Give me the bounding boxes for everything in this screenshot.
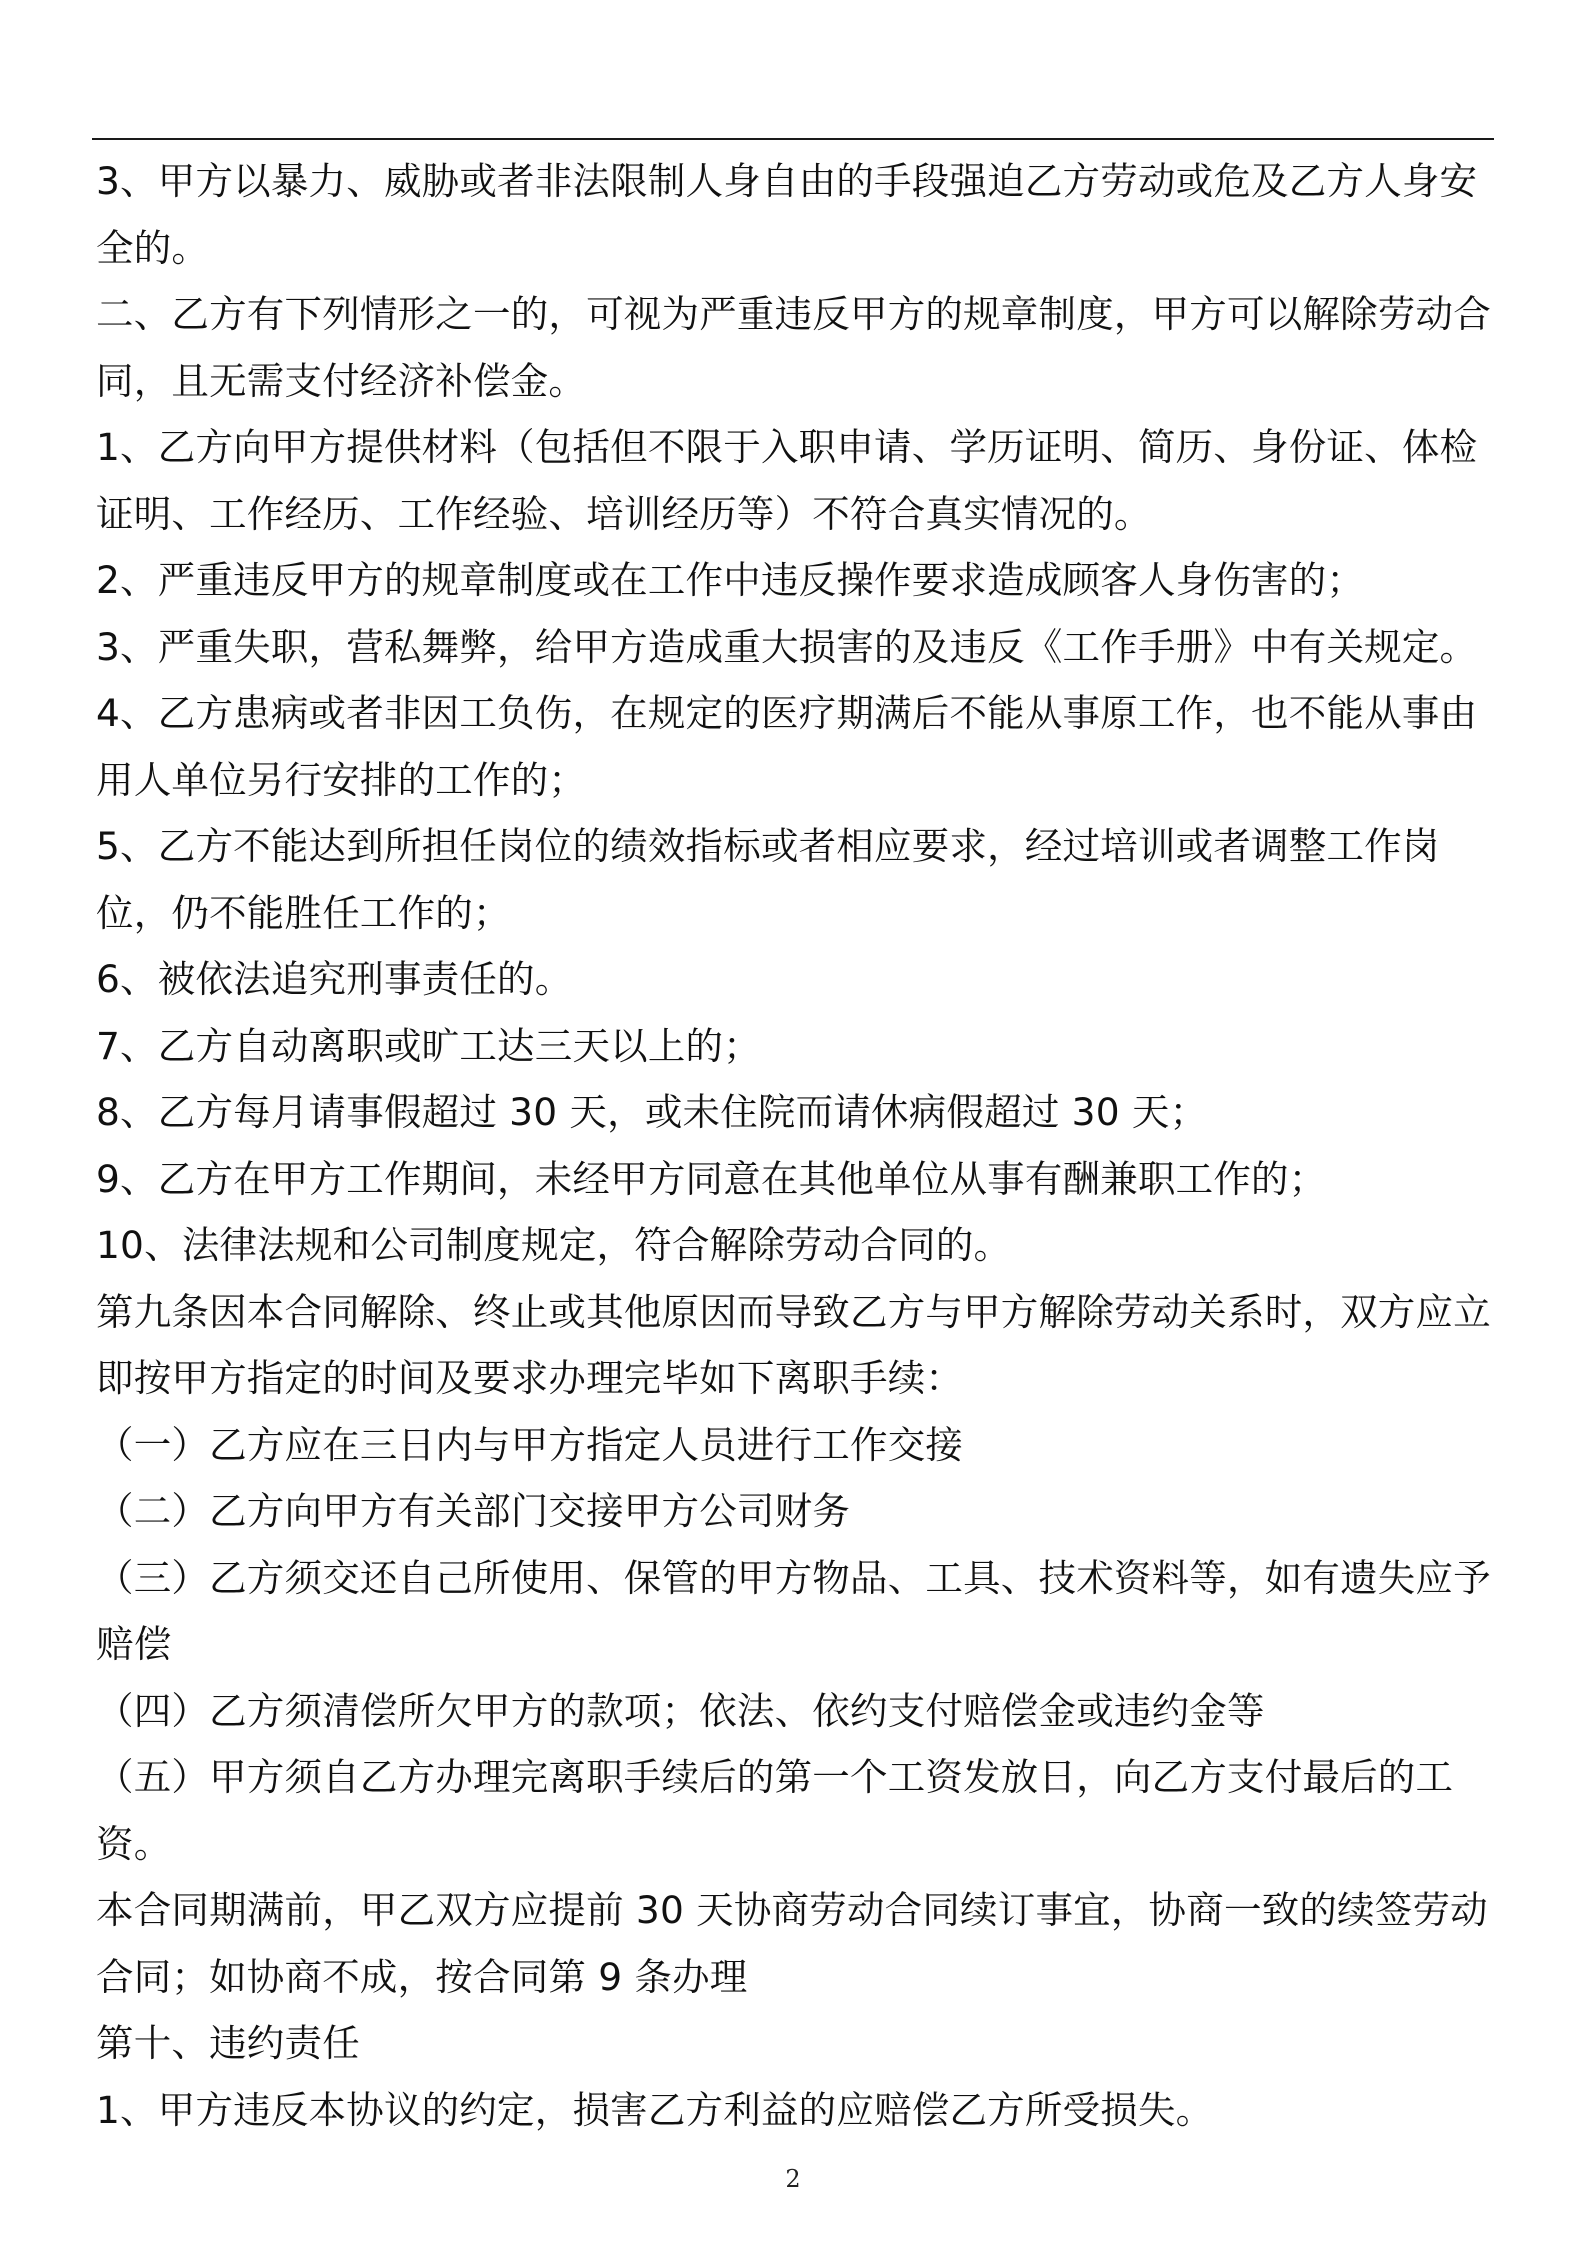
paragraph-item-2-serious-violation: 2、严重违反甲方的规章制度或在工作中违反操作要求造成顾客人身伤害的； xyxy=(96,558,1365,602)
paragraph-item-4-illness: 4、乙方患病或者非因工负伤，在规定的医疗期满后不能从事原工作，也不能从事由用人单位另行安排的工作的； xyxy=(96,691,1478,802)
paragraph-step-5-final-wage: （五）甲方须自乙方办理完离职手续后的第一个工资发放日，向乙方支付最后的工资。 xyxy=(96,1755,1454,1866)
paragraph-item-1-false-materials: 1、乙方向甲方提供材料（包括但不限于入职申请、学历证明、简历、身份证、体检证明、工作经历、工作经验、培训经历等）不符合真实情况的。 xyxy=(96,425,1478,536)
paragraph-article-10-heading: 第十、违约责任 xyxy=(96,2021,360,2065)
paragraph-item-10-laws: 10、法律法规和公司制度规定，符合解除劳动合同的。 xyxy=(96,1223,1012,1267)
paragraph-item-8-leave: 8、乙方每月请事假超过 30 天，或未住院而请休病假超过 30 天； xyxy=(96,1090,1208,1134)
paragraph-item-5-incompetence: 5、乙方不能达到所担任岗位的绩效指标或者相应要求，经过培训或者调整工作岗位，仍不能胜任工作的； xyxy=(96,824,1440,935)
paragraph-step-2-finance: （二）乙方向甲方有关部门交接甲方公司财务 xyxy=(96,1489,850,1533)
paragraph-item-6-criminal: 6、被依法追究刑事责任的。 xyxy=(96,957,573,1001)
paragraph-item-7-absence: 7、乙方自动离职或旷工达三天以上的； xyxy=(96,1023,761,1068)
paragraph-article-10-item-1: 1、甲方违反本协议的约定，损害乙方利益的应赔偿乙方所受损失。 xyxy=(96,2087,1214,2132)
paragraph-renewal: 本合同期满前，甲乙双方应提前 30 天协商劳动合同续订事宜，协商一致的续签劳动合同；如协商不成，按合同第 9 条办理 xyxy=(96,1888,1488,1999)
paragraph-step-3-return-items: （三）乙方须交还自己所使用、保管的甲方物品、工具、技术资料等，如有遗失应予赔偿 xyxy=(96,1555,1491,1666)
page-number: 2 xyxy=(785,2165,801,2193)
paragraph-step-1-handover: （一）乙方应在三日内与甲方指定人员进行工作交接 xyxy=(96,1422,964,1467)
paragraph-item-3-dereliction: 3、严重失职，营私舞弊，给甲方造成重大损害的及违反《工作手册》中有关规定。 xyxy=(96,624,1478,669)
header-rule xyxy=(92,138,1494,140)
paragraph-step-4-repay: （四）乙方须清偿所欠甲方的款项；依法、依约支付赔偿金或违约金等 xyxy=(96,1688,1265,1733)
paragraph-clause-3-violence: 3、甲方以暴力、威胁或者非法限制人身自由的手段强迫乙方劳动或危及乙方人身安全的。 xyxy=(96,159,1478,270)
document-body xyxy=(96,148,1506,2143)
paragraph-article-9: 第九条因本合同解除、终止或其他原因而导致乙方与甲方解除劳动关系时，双方应立即按甲方指定的时间及要求办理完毕如下离职手续： xyxy=(96,1289,1491,1400)
paragraph-item-9-side-job: 9、乙方在甲方工作期间，未经甲方同意在其他单位从事有酬兼职工作的； xyxy=(96,1156,1327,1201)
paragraph-section-2-heading: 二、乙方有下列情形之一的，可视为严重违反甲方的规章制度，甲方可以解除劳动合同，且无需支付经济补偿金。 xyxy=(96,292,1491,403)
